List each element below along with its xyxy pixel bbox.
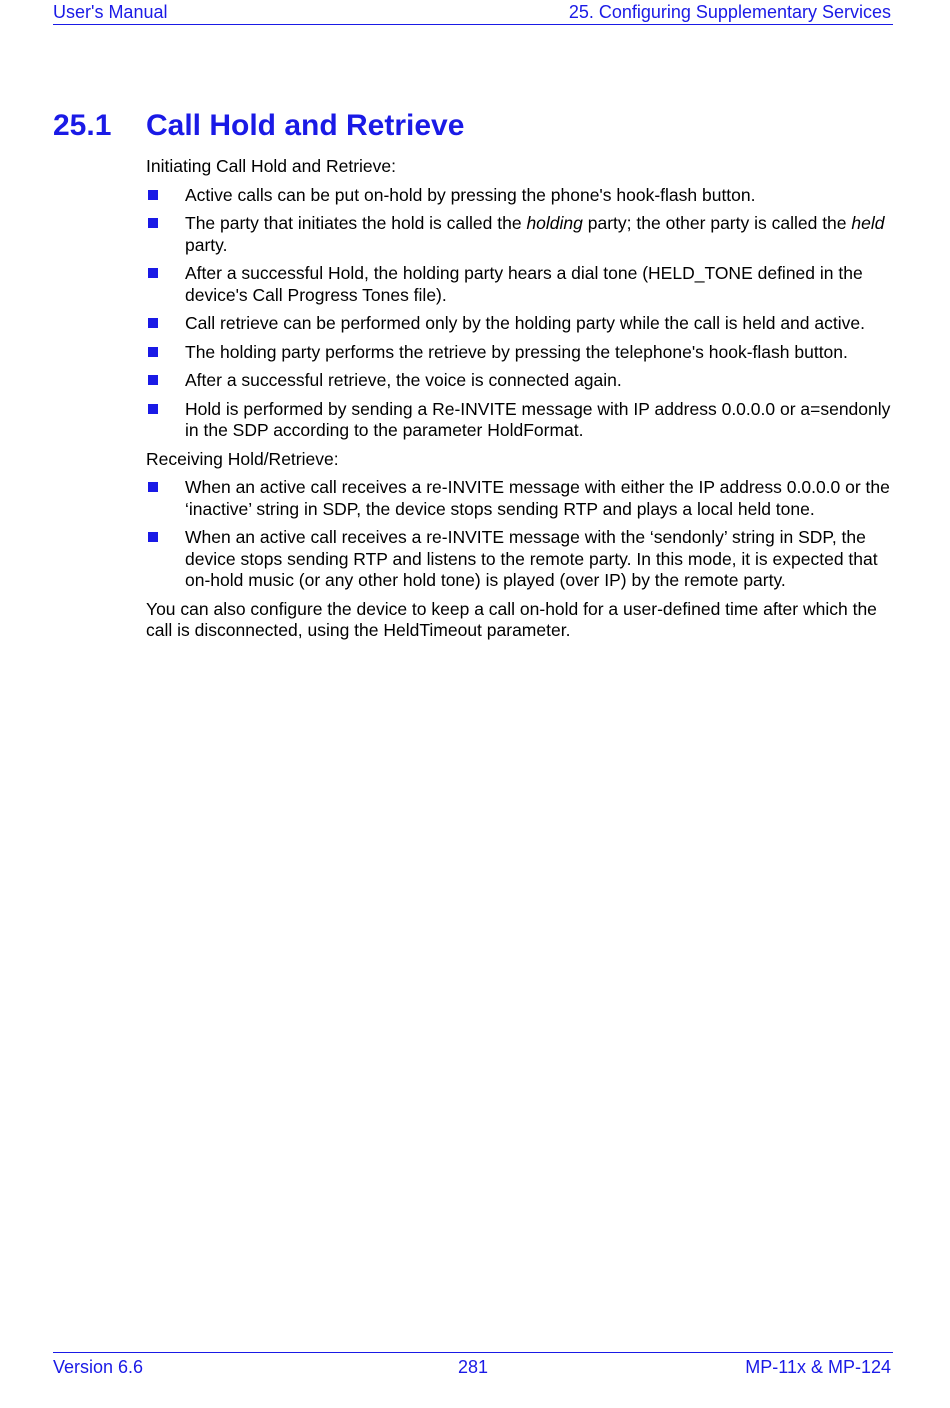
list-item	[146, 399, 896, 442]
bullet-text: The holding party performs the retrieve by pressing the telephone's hook-flash button.	[185, 341, 848, 362]
initiating-label: Initiating Call Hold and Retrieve:	[146, 156, 396, 176]
square-bullet-icon	[148, 268, 158, 278]
bullet-text: Active calls can be put on-hold by pressing the phone's hook-flash button.	[185, 184, 756, 205]
footer-product: MP-11x & MP-124	[745, 1357, 891, 1377]
list-item	[146, 213, 896, 256]
section-title: Call Hold and Retrieve	[146, 109, 465, 142]
bullet-text: Hold is performed by sending a Re-INVITE message with IP address 0.0.0.0 or a=sendonly in the SDP according to the parameter HoldFormat.	[185, 398, 891, 440]
bullet-text: After a successful retrieve, the voice is connected again.	[185, 370, 622, 390]
square-bullet-icon	[148, 532, 158, 542]
header-chapter-title: 25. Configuring Supplementary Services	[568, 2, 891, 22]
square-bullet-icon	[148, 347, 158, 357]
header-manual-title: User's Manual	[53, 2, 168, 22]
square-bullet-icon	[148, 218, 158, 228]
section-number: 25.1	[53, 109, 112, 142]
list-item	[146, 263, 896, 306]
bullet-text-part: party.	[185, 234, 228, 255]
bullet-text-part: party; the other party is called the	[582, 213, 852, 233]
holding-term: holding	[526, 213, 583, 233]
bullet-text-part: The party that initiates the hold is called the	[185, 213, 527, 233]
closing-paragraph: You can also configure the device to keep a call on-hold for a user-defined time after which the call is disconnected, using the HeldTimeout parameter.	[146, 598, 877, 640]
bullet-text: When an active call receives a re-INVITE message with the ‘sendonly’ string in SDP, the device stops sending RTP and listens to the remote party. In this mode, it is expected that on-hold music (or any other hold tone) is played (over IP) by the remote party.	[185, 527, 878, 590]
list-item	[146, 342, 896, 364]
receiving-bullet-list	[146, 477, 896, 592]
list-item	[146, 313, 896, 335]
held-term: held	[851, 213, 885, 233]
square-bullet-icon	[148, 375, 158, 385]
initiating-bullet-list	[146, 185, 896, 442]
list-item	[146, 527, 896, 592]
section-body	[146, 156, 896, 649]
square-bullet-icon	[148, 482, 158, 492]
bullet-text: After a successful Hold, the holding party hears a dial tone (HELD_TONE defined in the device's Call Progress Tones file).	[185, 263, 863, 305]
footer-version: Version 6.6	[53, 1357, 144, 1377]
section-heading	[53, 107, 464, 145]
bullet-text: Call retrieve can be performed only by the holding party while the call is held and active.	[185, 313, 865, 333]
page-header	[53, 0, 893, 25]
square-bullet-icon	[148, 190, 158, 200]
list-item	[146, 185, 896, 207]
page-footer	[53, 1352, 893, 1381]
square-bullet-icon	[148, 318, 158, 328]
square-bullet-icon	[148, 404, 158, 414]
list-item	[146, 370, 896, 392]
bullet-text: When an active call receives a re-INVITE message with either the IP address 0.0.0.0 or the ‘inactive’ string in SDP, the device stops sending RTP and plays a local held tone.	[185, 477, 890, 519]
list-item	[146, 477, 896, 520]
page-number: 281	[457, 1357, 489, 1377]
receiving-label: Receiving Hold/Retrieve:	[146, 448, 339, 469]
